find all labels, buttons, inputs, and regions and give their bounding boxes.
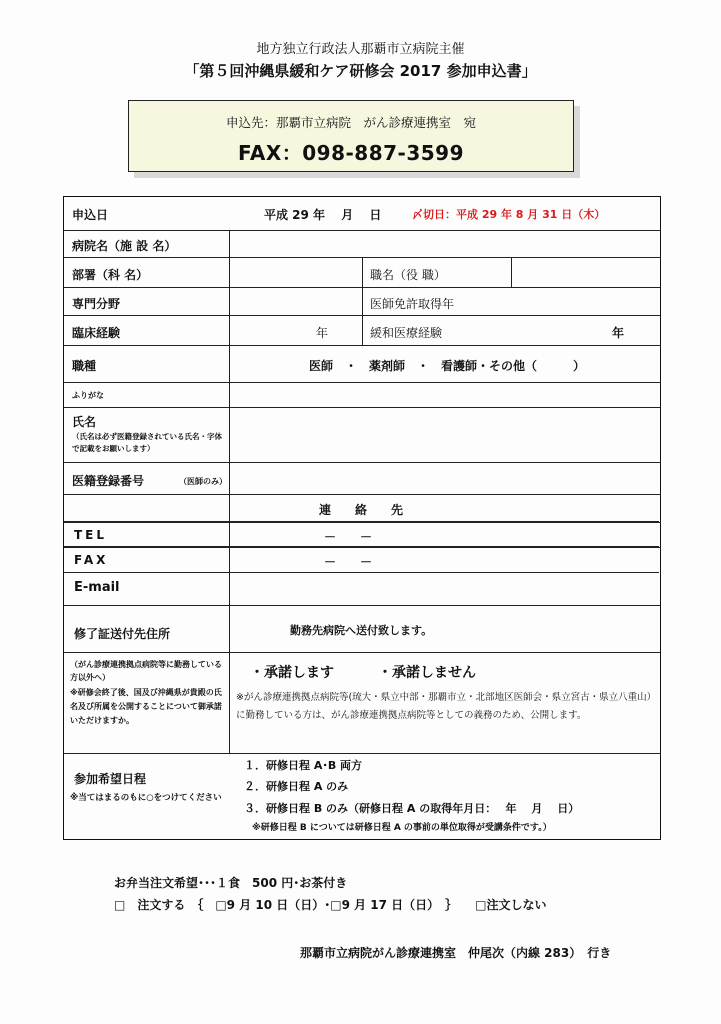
department-label: 部署（科 名） xyxy=(72,268,149,282)
license-year-field[interactable] xyxy=(512,288,659,315)
email-label: E-mail xyxy=(74,580,120,595)
schedule-condition: ※研修日程 B については研修日程 A の事前の単位取得が受講条件です。） xyxy=(252,823,552,833)
consent-no-option[interactable]: ・承諾しません xyxy=(378,665,476,681)
schedule-option-3[interactable]: ３．研修日程 B のみ（研修日程 A の取得年月日： 年 月 日） xyxy=(244,802,580,815)
certificate-address-label: 修了証送付先住所 xyxy=(74,627,171,641)
fax-label: FAX xyxy=(74,553,109,567)
consent-yes-option[interactable]: ・承諾します xyxy=(250,665,334,681)
consent-question: ※研修会終了後、国及び沖縄県が貴殿の氏名及び所属を公開することについて御承諾いただけますか。 xyxy=(70,688,222,725)
schedule-label: 参加希望日程 xyxy=(74,772,147,786)
registration-number-field[interactable] xyxy=(230,463,659,494)
fax-number: FAX：098-887-3599 xyxy=(237,141,465,165)
name-note: （氏名は必ず医籍登録されている氏名・字体で記載をお願いします） xyxy=(72,432,222,453)
schedule-option-1[interactable]: １．研修日程 A･B 両方 xyxy=(244,759,363,772)
registration-number-note: （医師のみ） xyxy=(179,477,227,486)
hospital-field[interactable] xyxy=(230,231,659,257)
specialty-label: 専門分野 xyxy=(72,297,121,311)
contact-divider xyxy=(63,546,659,547)
date-field[interactable]: 平成 29 年 月 日 xyxy=(264,208,382,222)
submit-to-text: 申込先：那覇市立病院 がん診療連携室 宛 xyxy=(225,115,476,130)
furigana-label: ふりがな xyxy=(72,391,104,400)
name-label: 氏名 xyxy=(72,415,97,429)
position-field[interactable] xyxy=(512,258,659,287)
furigana-field[interactable] xyxy=(230,383,659,407)
return-to-text: 那覇市立病院がん診療連携室 仲尾次（内線 283） 行き xyxy=(300,946,612,960)
occupation-options[interactable]: 医師 ・ 薬剤師 ・ 看護師・その他（ ） xyxy=(309,359,586,373)
certificate-address-value: 勤務先病院へ送付致します。 xyxy=(290,624,433,637)
fax-field[interactable]: － － xyxy=(324,555,373,569)
form-title: 「第５回沖縄県緩和ケア研修会 2017 参加申込書」 xyxy=(184,62,537,80)
organizer-text: 地方独立行政法人那覇市立病院主催 xyxy=(256,42,465,57)
contact-divider xyxy=(63,521,659,522)
hospital-label: 病院名（施 設 名） xyxy=(72,239,177,253)
tel-label: TEL xyxy=(74,528,108,542)
consent-explanation: ※がん診療連携拠点病院等(琉大・県立中部・那覇市立・北部地区医師会・県立宮古・県立八重山）に勤務している方は、がん診療連携拠点病院等としての義務のため、公開します。 xyxy=(236,692,652,721)
schedule-note: ※当てはまるのもに○をつけてください xyxy=(70,793,222,803)
clinical-year-suffix: 年 xyxy=(316,326,329,340)
clinical-experience-label: 臨床経験 xyxy=(72,326,121,340)
lunch-order-options[interactable]: □ 注文する ｛ □9 月 10 日（日）･□9 月 17 日（日） ｝ □注文しない xyxy=(114,898,547,912)
tel-field[interactable]: － － xyxy=(324,530,373,544)
occupation-label: 職種 xyxy=(72,359,97,373)
consent-note-target: （がん診療連携拠点病院等に勤務している方以外へ） xyxy=(70,660,222,682)
position-label: 職名（役 職） xyxy=(370,268,446,282)
department-field[interactable] xyxy=(230,258,361,287)
license-year-label: 医師免許取得年 xyxy=(370,297,455,311)
name-field[interactable] xyxy=(230,408,659,462)
contact-header: 連 絡 先 xyxy=(319,503,404,517)
specialty-field[interactable] xyxy=(230,288,361,315)
email-field[interactable] xyxy=(230,573,658,603)
palliative-experience-label: 緩和医療経験 xyxy=(370,326,443,340)
schedule-option-2[interactable]: ２．研修日程 A のみ xyxy=(244,780,349,793)
fax-destination-box xyxy=(128,100,574,172)
lunch-order-title: お弁当注文希望･･･１食 500 円･お茶付き xyxy=(114,876,348,890)
deadline-text: 〆切日：平成 29 年 8 月 31 日（木） xyxy=(412,208,606,221)
palliative-year-suffix: 年 xyxy=(612,326,625,340)
registration-number-label: 医籍登録番号 xyxy=(72,474,145,488)
application-table xyxy=(63,196,661,840)
date-label: 申込日 xyxy=(72,208,109,222)
